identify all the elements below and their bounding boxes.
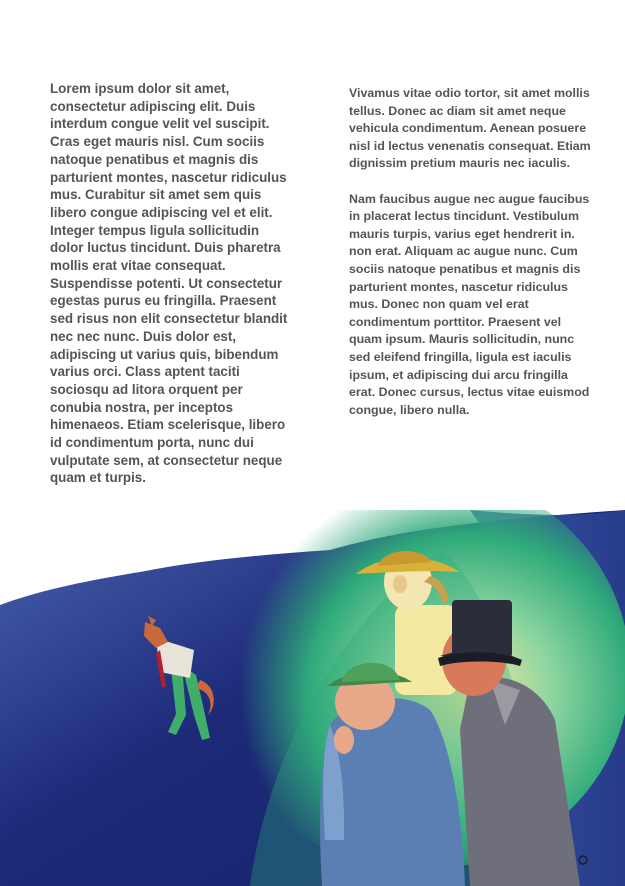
text-column-right — [349, 85, 591, 419]
watercolor-illustration — [0, 510, 625, 886]
body-paragraph: Nam faucibus augue nec augue faucibus in placerat lectus tincidunt. Vestibulum mauris turpis, varius eget hendrerit in. non erat. Aliquam ac augue nunc. Cum sociis natoque penatibus et magnis dis parturient montes, nascetur ridiculus mus. Donec non quam vel erat condimentum porttitor. Praesent vel quam ipsum. Mauris sollicitudin, nunc sed eleifend fringilla, ligula est iaculis ipsum, et adipiscing dui arcu fringilla erat. Donec cursus, lectus vitae euismod congue, libero nulla. — [349, 191, 590, 417]
text-column-left — [50, 80, 292, 487]
body-paragraph: Vivamus vitae odio tortor, sit amet mollis tellus. Donec ac diam sit amet neque vehicula condimentum. Aenean posuere nisl id lectus venenatis consequat. Etiam dignissim pretium mauris nec iaculis. — [349, 86, 591, 171]
body-paragraph: Lorem ipsum dolor sit amet, consectetur adipiscing elit. Duis interdum congue velit vel suscipit. Cras eget mauris nisl. Cum sociis natoque penatibus et magnis dis parturient montes, nascetur ridiculus mus. Curabitur sit amet sem quis libero congue adipiscing vel et elit. Integer tempus ligula sollicitudin dolor luctus tincidunt. Duis pharetra mollis erat vitae consequat. Suspendisse potenti. Ut consectetur egestas purus eu fringilla. Praesent sed risus non elit consectetur blandit nec nec nunc. Duis dolor est, adipiscing ut varius quis, bibendum varius orci. Class aptent taciti sociosqu ad litora orquent per conubia nostra, per inceptos himenaeos. Etiam scelerisque, libero id condimentum porta, nunc dui vulputate sem, at consectetur neque quam et turpis. — [50, 81, 288, 486]
